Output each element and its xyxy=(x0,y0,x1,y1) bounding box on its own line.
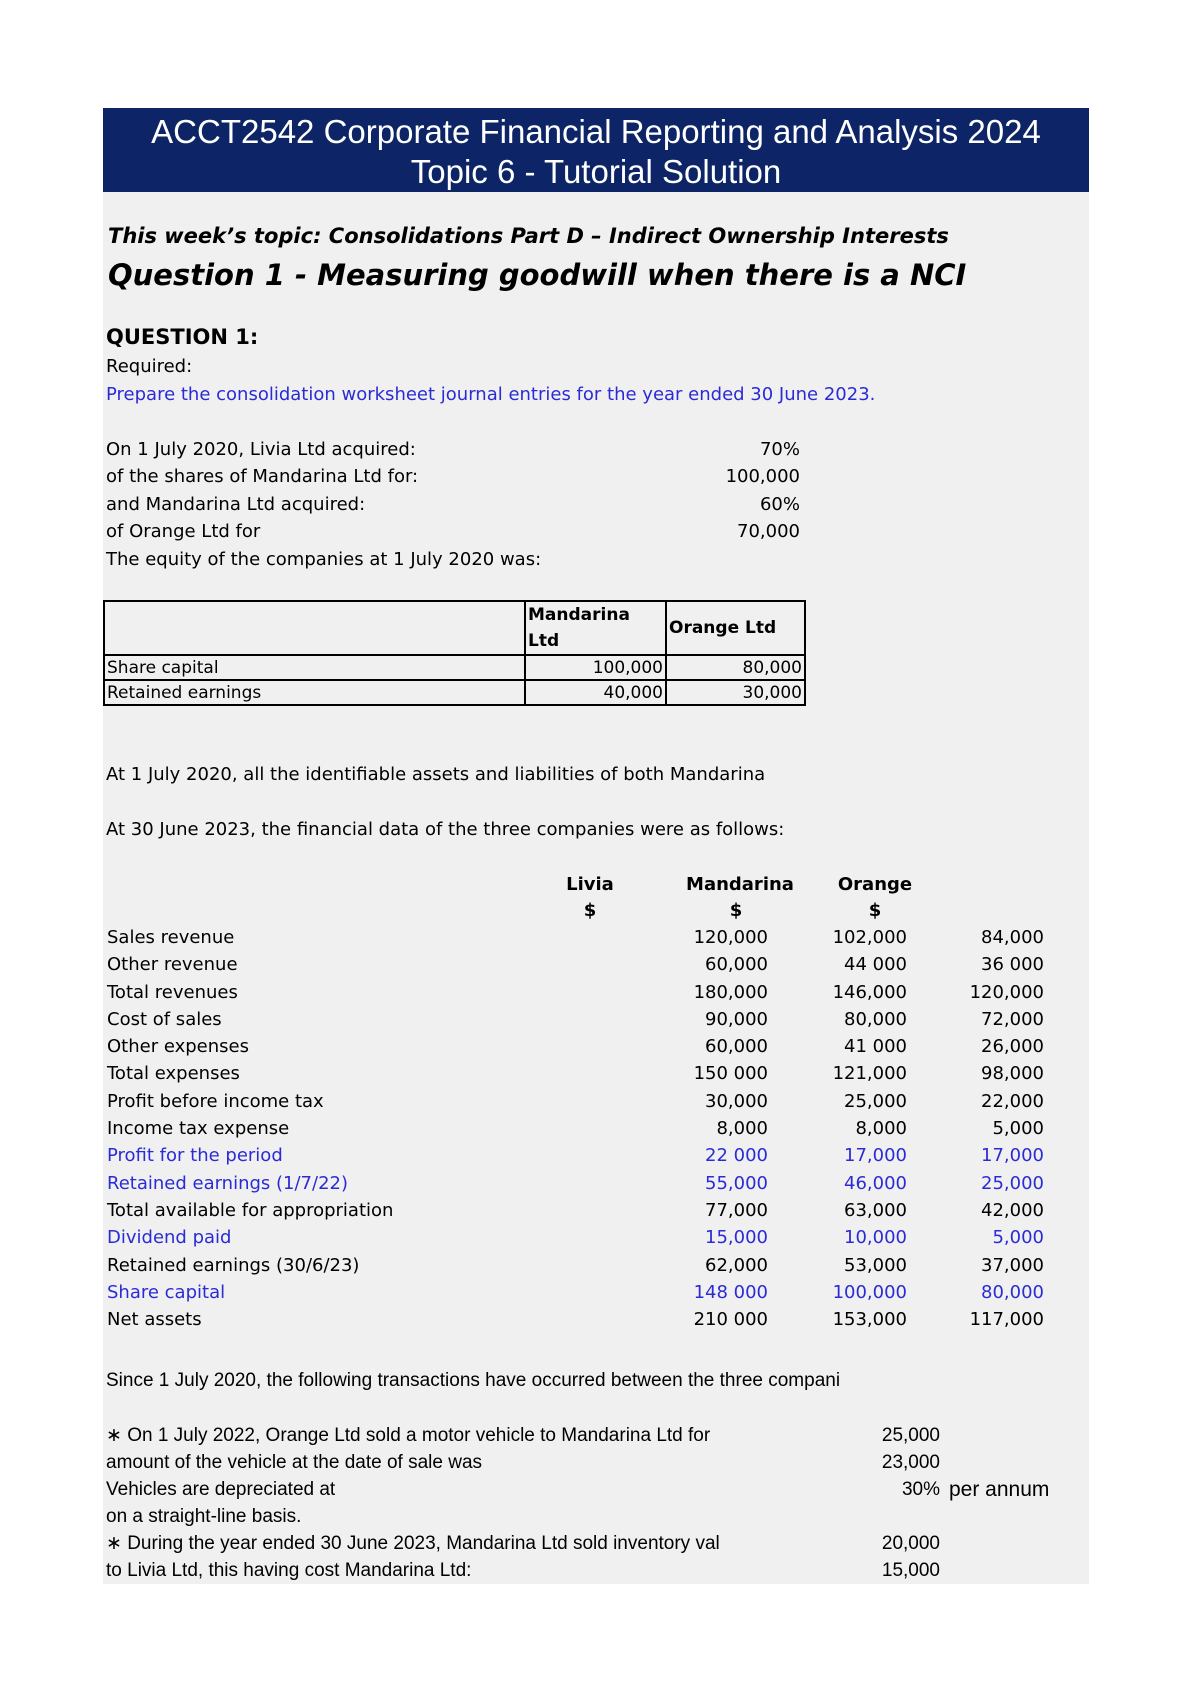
mandarina-value: 17,000 xyxy=(844,1145,907,1167)
orange-value: 36 000 xyxy=(981,954,1044,976)
mandarina-value: 41 000 xyxy=(844,1036,907,1058)
livia-value: 148 000 xyxy=(693,1281,768,1303)
orange-value: 37,000 xyxy=(981,1254,1044,1276)
orange-value: 117,000 xyxy=(969,1309,1044,1331)
table-row xyxy=(103,1280,1044,1307)
livia-value: 120,000 xyxy=(693,927,768,948)
orange-value: 98,000 xyxy=(981,1063,1044,1085)
equity-table-header xyxy=(104,601,805,655)
livia-value: 55,000 xyxy=(705,1172,768,1194)
acq-label-2: and Mandarina Ltd acquired: xyxy=(106,494,366,515)
table-row xyxy=(103,1116,1044,1143)
transaction-line-4: ∗ During the year ended 30 June 2023, Mandarina Ltd sold inventory val xyxy=(106,1533,720,1554)
col-header-livia: Livia xyxy=(566,874,614,895)
transactions-intro: Since 1 July 2020, the following transactions have occurred between the three compani xyxy=(106,1370,841,1391)
orange-value: 120,000 xyxy=(969,981,1044,1003)
transaction-value-0: 25,000 xyxy=(881,1425,940,1446)
transaction-value-1: 23,000 xyxy=(881,1452,940,1473)
row-label: Retained earnings (30/6/23) xyxy=(107,1254,360,1276)
table-row xyxy=(103,1034,1044,1061)
row-label: Retained earnings (1/7/22) xyxy=(107,1172,349,1194)
transaction-line-1: amount of the vehicle at the date of sale was xyxy=(106,1452,483,1473)
mandarina-value: 10,000 xyxy=(844,1227,907,1249)
mandarina-value: 80,000 xyxy=(844,1008,907,1030)
livia-value: 150 000 xyxy=(693,1063,768,1085)
orange-value: 84,000 xyxy=(981,927,1044,948)
mandarina-value: 25,000 xyxy=(844,1090,907,1112)
mandarina-value: 44 000 xyxy=(844,954,907,976)
row-label: Other revenue xyxy=(107,954,238,976)
currency-mandarina: $ xyxy=(729,900,743,921)
table-row xyxy=(103,1143,1044,1170)
required-label: Required: xyxy=(106,356,193,377)
table-row xyxy=(103,1307,1044,1334)
table-row xyxy=(103,1171,1044,1198)
livia-value: 77,000 xyxy=(705,1199,768,1221)
table-row xyxy=(103,1253,1044,1280)
table-row xyxy=(103,925,1044,952)
acq-label-4: The equity of the companies at 1 July 2020 was: xyxy=(106,549,542,570)
acq-label-0: On 1 July 2020, Livia Ltd acquired: xyxy=(106,439,416,460)
row-label: Cost of sales xyxy=(107,1008,222,1030)
tutorial-title: Topic 6 - Tutorial Solution xyxy=(410,153,782,190)
orange-value: 25,000 xyxy=(981,1172,1044,1194)
currency-orange: $ xyxy=(868,900,882,921)
mandarina-value: 63,000 xyxy=(844,1199,907,1221)
livia-value: 15,000 xyxy=(705,1227,768,1249)
equity-row-label: Retained earnings xyxy=(104,680,525,705)
equity-cell: 80,000 xyxy=(666,655,805,680)
course-title: ACCT2542 Corporate Financial Reporting and Analysis 2024 xyxy=(151,113,1041,150)
orange-value: 22,000 xyxy=(981,1090,1044,1112)
financial-note: At 30 June 2023, the financial data of the three companies were as follows: xyxy=(106,819,785,840)
acq-value-3: 70,000 xyxy=(737,521,800,542)
acq-label-1: of the shares of Mandarina Ltd for: xyxy=(106,466,419,487)
row-label: Net assets xyxy=(107,1309,202,1331)
task-text: Prepare the consolidation worksheet journal entries for the year ended 30 June 2023. xyxy=(106,384,876,405)
row-label: Sales revenue xyxy=(107,927,235,948)
acq-value-2: 60% xyxy=(759,494,800,515)
row-label: Dividend paid xyxy=(107,1227,232,1249)
table-row xyxy=(103,1225,1044,1252)
livia-value: 60,000 xyxy=(705,1036,768,1058)
transaction-line-5: to Livia Ltd, this having cost Mandarina Ltd: xyxy=(106,1560,472,1581)
orange-value: 5,000 xyxy=(992,1227,1044,1249)
equity-table xyxy=(103,600,806,706)
equity-header-orange: Orange Ltd xyxy=(666,601,805,655)
equity-cell: 100,000 xyxy=(525,655,666,680)
col-header-orange: Orange xyxy=(837,874,913,895)
acq-label-3: of Orange Ltd for xyxy=(106,521,261,542)
orange-value: 5,000 xyxy=(992,1118,1044,1140)
row-label: Total available for appropriation xyxy=(107,1199,394,1221)
orange-value: 26,000 xyxy=(981,1036,1044,1058)
transaction-line-3: on a straight-line basis. xyxy=(106,1506,302,1527)
title-banner xyxy=(103,108,1089,192)
livia-value: 22 000 xyxy=(705,1145,768,1167)
equity-row-label: Share capital xyxy=(104,655,525,680)
equity-header-blank xyxy=(104,601,525,655)
row-label: Total revenues xyxy=(107,981,238,1003)
mandarina-value: 8,000 xyxy=(855,1118,907,1140)
equity-header-mandarina: Mandarina Ltd xyxy=(525,601,666,655)
orange-value: 42,000 xyxy=(981,1199,1044,1221)
acq-value-0: 70% xyxy=(759,439,800,460)
mandarina-value: 100,000 xyxy=(832,1281,907,1303)
transaction-value-2: 30% xyxy=(901,1479,940,1500)
table-row xyxy=(103,1198,1044,1225)
orange-value: 80,000 xyxy=(981,1281,1044,1303)
mandarina-value: 121,000 xyxy=(832,1063,907,1085)
mandarina-value: 146,000 xyxy=(832,981,907,1003)
livia-value: 30,000 xyxy=(705,1090,768,1112)
identifiable-note: At 1 July 2020, all the identifiable assets and liabilities of both Mandarina xyxy=(106,764,766,785)
table-row xyxy=(103,1007,1044,1034)
transaction-line-2: Vehicles are depreciated at xyxy=(106,1479,336,1500)
table-row xyxy=(104,680,805,705)
transaction-value-4: 20,000 xyxy=(881,1533,940,1554)
livia-value: 180,000 xyxy=(693,981,768,1003)
table-row xyxy=(103,980,1044,1007)
livia-value: 62,000 xyxy=(705,1254,768,1276)
topic-line: This week’s topic: Consolidations Part D – Indirect Ownership Interests xyxy=(108,224,949,248)
row-label: Profit before income tax xyxy=(107,1090,324,1112)
row-label: Other expenses xyxy=(107,1036,249,1058)
row-label: Share capital xyxy=(107,1281,226,1303)
table-row xyxy=(103,1061,1044,1088)
mandarina-value: 53,000 xyxy=(844,1254,907,1276)
transaction-value-5: 15,000 xyxy=(881,1560,940,1581)
table-row xyxy=(103,952,1044,979)
row-label: Profit for the period xyxy=(107,1145,283,1167)
transaction-line-0: ∗ On 1 July 2022, Orange Ltd sold a motor vehicle to Mandarina Ltd for xyxy=(106,1425,711,1446)
financial-data-table xyxy=(103,900,1044,1331)
equity-cell: 40,000 xyxy=(525,680,666,705)
orange-value: 17,000 xyxy=(981,1145,1044,1167)
row-label: Total expenses xyxy=(107,1063,240,1085)
per-annum-label: per annum xyxy=(949,1478,1050,1501)
livia-value: 8,000 xyxy=(716,1118,768,1140)
livia-value: 90,000 xyxy=(705,1008,768,1030)
question-title: Question 1 - Measuring goodwill when there is a NCI xyxy=(108,258,967,292)
livia-value: 60,000 xyxy=(705,954,768,976)
table-row xyxy=(104,655,805,680)
col-header-mandarina: Mandarina xyxy=(686,874,794,895)
livia-value: 210 000 xyxy=(693,1309,768,1331)
mandarina-value: 102,000 xyxy=(832,927,907,948)
currency-livia: $ xyxy=(583,900,597,921)
acq-value-1: 100,000 xyxy=(725,466,800,487)
mandarina-value: 153,000 xyxy=(832,1309,907,1331)
orange-value: 72,000 xyxy=(981,1008,1044,1030)
equity-cell: 30,000 xyxy=(666,680,805,705)
row-label: Income tax expense xyxy=(107,1118,290,1140)
table-row xyxy=(103,1089,1044,1116)
mandarina-value: 46,000 xyxy=(844,1172,907,1194)
question-label: QUESTION 1: xyxy=(106,325,259,349)
